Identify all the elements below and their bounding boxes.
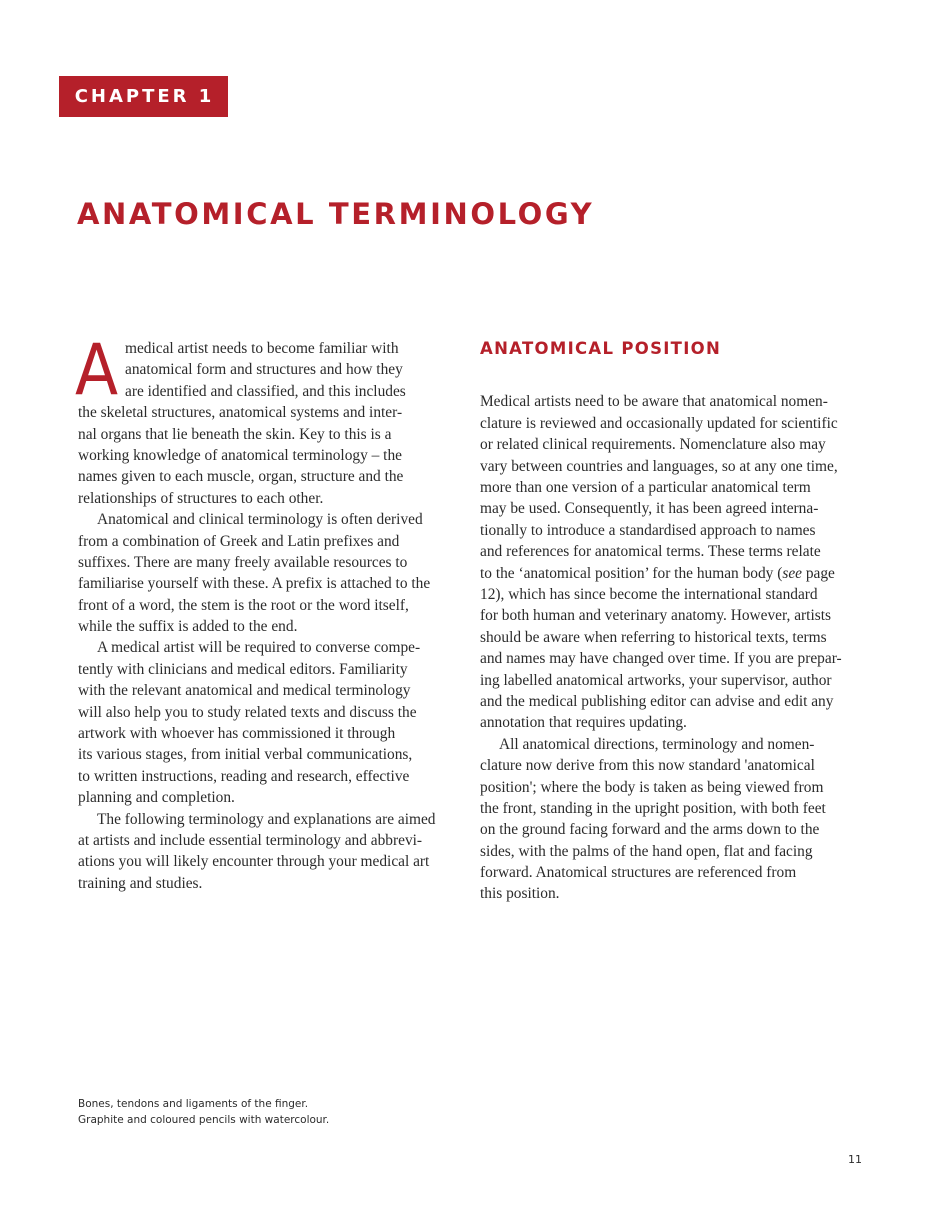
figure-caption <box>78 1097 329 1128</box>
text-line: ing labelled anatomical artworks, your supervisor, author <box>480 671 832 689</box>
text-line: names given to each muscle, organ, structure and the <box>78 468 404 486</box>
text-line: vary between countries and languages, so at any one time, <box>480 457 838 475</box>
text-line: suffixes. There are many freely available resources to <box>78 553 408 571</box>
text-segment: page <box>801 564 835 582</box>
text-line: tionally to introduce a standardised approach to names <box>480 521 816 539</box>
text-line: clature now derive from this now standard 'anatomical <box>480 757 815 775</box>
intro-paragraph-4 <box>78 809 468 895</box>
text-line: The following terminology and explanations are aimed <box>97 810 436 828</box>
text-line: may be used. Consequently, it has been agreed interna- <box>480 500 819 518</box>
page-title: ANATOMICAL TERMINOLOGY <box>77 197 595 231</box>
text-line: from a combination of Greek and Latin prefixes and <box>78 532 400 550</box>
text-line: training and studies. <box>78 874 203 892</box>
text-line: front of a word, the stem is the root or the word itself, <box>78 596 409 614</box>
section-column <box>480 338 870 905</box>
text-line: and the medical publishing editor can advise and edit any <box>480 692 834 710</box>
text-line: are identified and classified, and this includes <box>125 382 406 400</box>
text-segment: to the ‘anatomical position’ for the human body ( <box>480 564 783 582</box>
text-line: familiarise yourself with these. A prefix is attached to the <box>78 575 431 593</box>
page-number: 11 <box>848 1153 862 1166</box>
text-line: Anatomical and clinical terminology is often derived <box>97 511 423 529</box>
text-line: A medical artist will be required to converse compe- <box>97 639 421 657</box>
text-line: medical artist needs to become familiar with <box>125 340 399 357</box>
text-line: or related clinical requirements. Nomenclature also may <box>480 436 826 454</box>
text-line: planning and completion. <box>78 789 235 807</box>
text-line: annotation that requires updating. <box>480 714 687 732</box>
text-line: to written instructions, reading and research, effective <box>78 767 410 785</box>
text-line: more than one version of a particular anatomical term <box>480 479 811 497</box>
text-line: position'; where the body is taken as being viewed from <box>480 778 824 796</box>
text-line: for both human and veterinary anatomy. However, artists <box>480 607 831 625</box>
intro-paragraph-1 <box>78 338 468 509</box>
text-line: this position. <box>480 885 560 903</box>
drop-cap: A <box>75 329 119 411</box>
section-paragraph-1 <box>480 391 870 733</box>
text-line: sides, with the palms of the hand open, flat and facing <box>480 842 813 860</box>
text-line: at artists and include essential terminology and abbrevi- <box>78 831 423 849</box>
intro-paragraph-2 <box>78 509 468 637</box>
text-line: relationships of structures to each other. <box>78 489 324 507</box>
intro-paragraph-3 <box>78 637 468 808</box>
caption-line-1: Bones, tendons and ligaments of the finger. <box>78 1098 309 1110</box>
text-line-with-see-reference <box>480 563 870 584</box>
text-line: tently with clinicians and medical editors. Familiarity <box>78 660 408 678</box>
see-reference-italic: see <box>782 564 802 582</box>
text-line: with the relevant anatomical and medical terminology <box>78 682 411 700</box>
chapter-badge: CHAPTER 1 <box>59 76 228 117</box>
text-line: forward. Anatomical structures are referenced from <box>480 864 797 882</box>
text-line: and names may have changed over time. If you are prepar- <box>480 650 842 668</box>
text-line: the front, standing in the upright position, with both feet <box>480 799 826 817</box>
intro-column <box>75 329 468 894</box>
text-line: should be aware when referring to historical texts, terms <box>480 628 827 646</box>
text-line: All anatomical directions, terminology and nomen- <box>499 735 815 753</box>
text-line: and references for anatomical terms. These terms relate <box>480 543 821 561</box>
text-line: on the ground facing forward and the arms down to the <box>480 821 820 839</box>
text-line: artwork with whoever has commissioned it through <box>78 725 396 743</box>
text-line: nal organs that lie beneath the skin. Key to this is a <box>78 425 392 443</box>
text-line: Medical artists need to be aware that anatomical nomen- <box>480 393 828 411</box>
text-line: 12), which has since become the international standard <box>480 586 818 603</box>
text-line: the skeletal structures, anatomical systems and inter- <box>78 404 403 422</box>
text-line: working knowledge of anatomical terminology – the <box>78 446 402 464</box>
text-line: ations you will likely encounter through your medical art <box>78 853 430 871</box>
text-line: anatomical form and structures and how they <box>125 361 403 379</box>
text-line: while the suffix is added to the end. <box>78 618 298 636</box>
text-line: its various stages, from initial verbal communications, <box>78 746 413 764</box>
text-line: clature is reviewed and occasionally updated for scientific <box>480 414 838 432</box>
section-paragraph-2 <box>480 734 870 905</box>
text-line: will also help you to study related texts and discuss the <box>78 703 417 721</box>
section-heading: ANATOMICAL POSITION <box>480 339 722 358</box>
caption-line-2: Graphite and coloured pencils with watercolour. <box>78 1113 330 1126</box>
